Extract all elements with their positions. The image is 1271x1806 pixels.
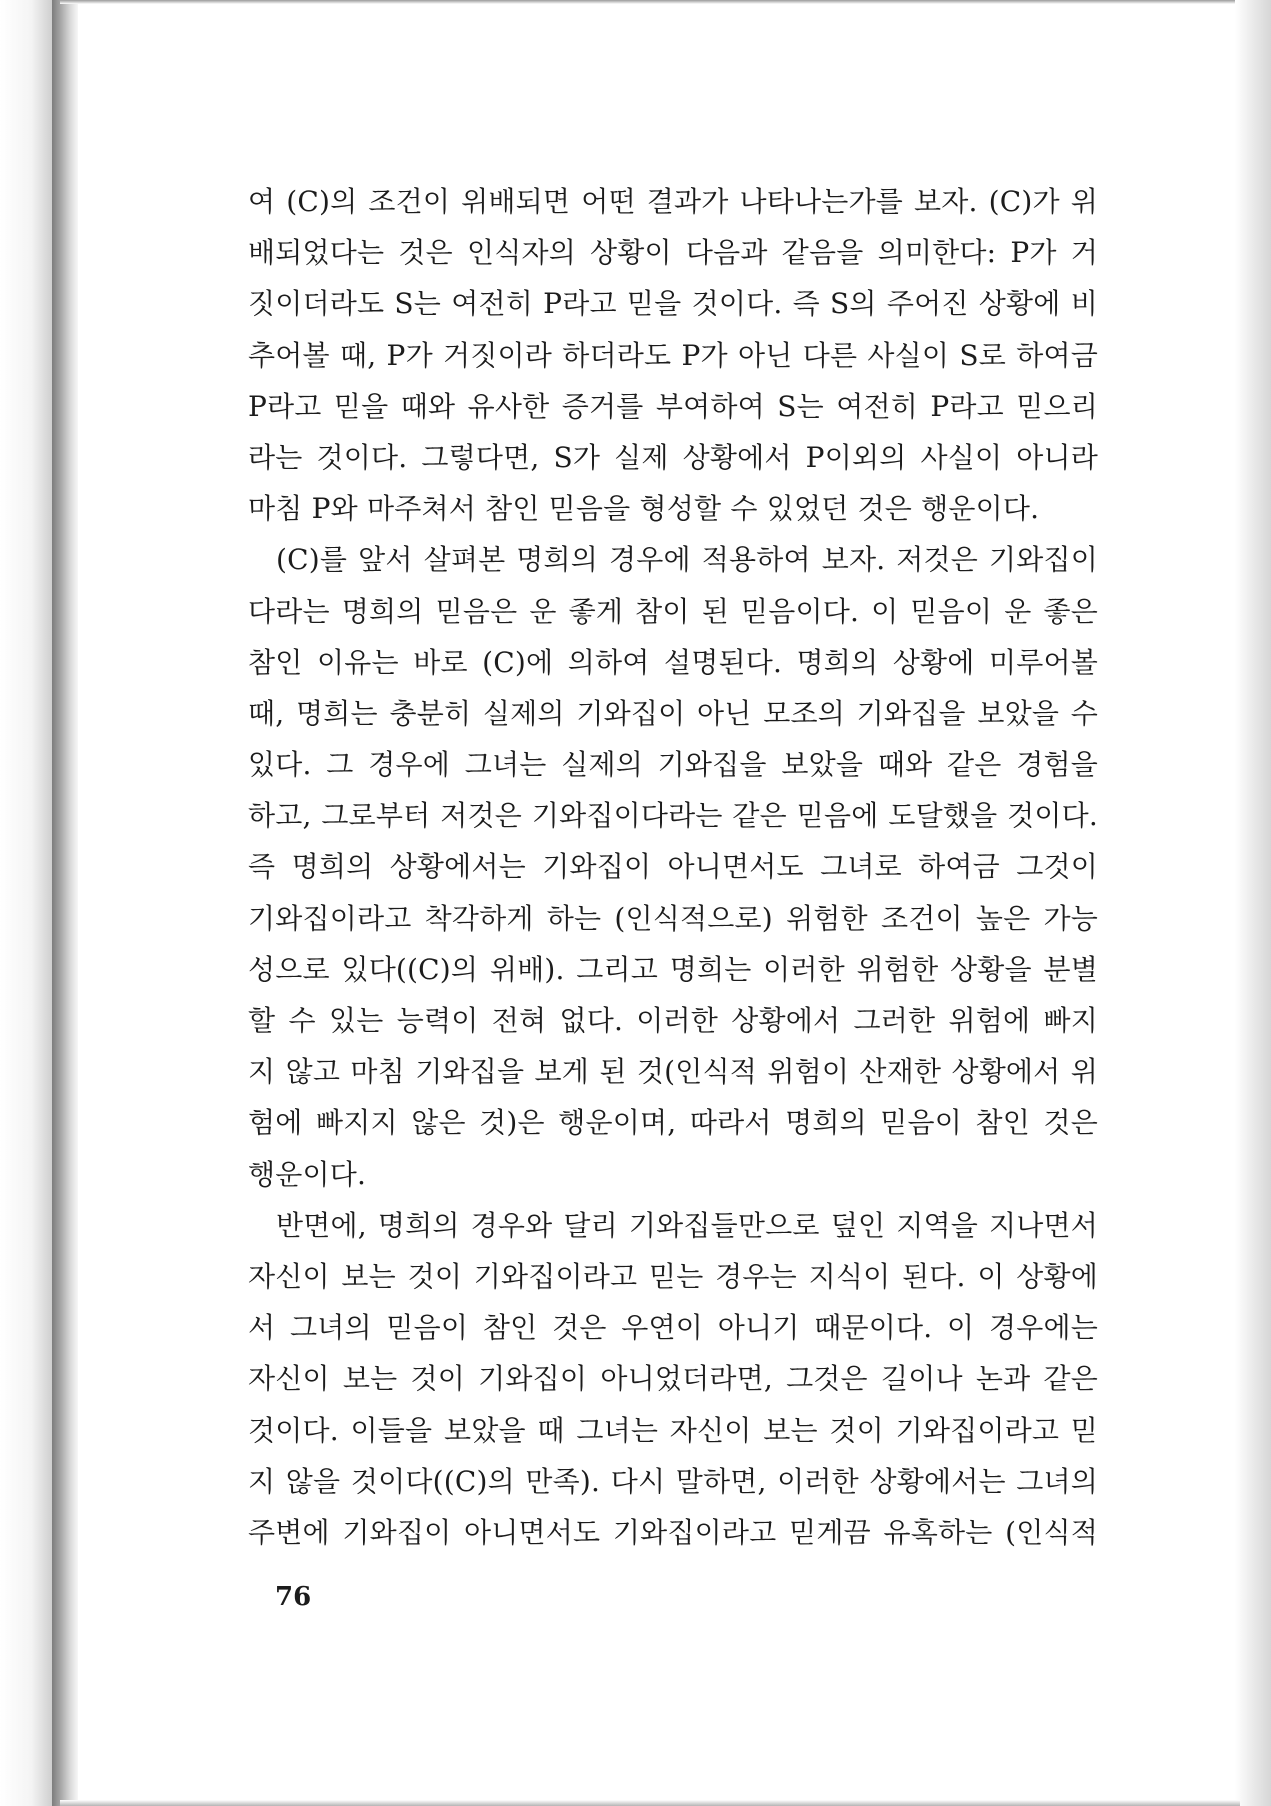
page-number: 76 [275, 1582, 312, 1612]
text-line: 라는 것이다. 그렇다면, S가 실제 상황에서 P이외의 사실이 아니라 [248, 440, 1098, 474]
page-edge-outer [0, 0, 52, 1806]
text-line: 하고, 그로부터 저것은 기와집이다라는 같은 믿음에 도달했을 것이다. [248, 799, 1098, 833]
text-line: 때, 명희는 충분히 실제의 기와집이 아닌 모조의 기와집을 보았을 수 [248, 696, 1098, 730]
text-line: 추어볼 때, P가 거짓이라 하더라도 P가 아닌 다른 사실이 S로 하여금 [248, 338, 1098, 372]
paragraph-2 [248, 534, 1098, 1199]
text-line: 마침 P와 마주쳐서 참인 믿음을 형성할 수 있었던 것은 행운이다. [248, 492, 1040, 526]
text-line: 자신이 보는 것이 기와집이라고 믿는 경우는 지식이 된다. 이 상황에 [248, 1259, 1098, 1293]
text-line: 참인 이유는 바로 (C)에 의하여 설명된다. 명희의 상황에 미루어볼 [248, 645, 1098, 679]
text-line: 할 수 있는 능력이 전혀 없다. 이러한 상황에서 그러한 위험에 빠지 [248, 1004, 1098, 1037]
text-line: 주변에 기와집이 아니면서도 기와집이라고 믿게끔 유혹하는 (인식적 [248, 1515, 1098, 1549]
text-line: 다라는 명희의 믿음은 운 좋게 참이 된 믿음이다. 이 믿음이 운 좋은 [248, 594, 1098, 628]
body-text [248, 176, 1098, 1558]
text-line: 배되었다는 것은 인식자의 상황이 다음과 같음을 의미한다: P가 거 [248, 236, 1098, 270]
text-line: P라고 믿을 때와 유사한 증거를 부여하여 S는 여전히 P라고 믿으리 [248, 389, 1098, 423]
text-line: 여 (C)의 조건이 위배되면 어떤 결과가 나타나는가를 보자. (C)가 위 [248, 185, 1098, 218]
paragraph-3 [248, 1200, 1098, 1558]
text-line: 성으로 있다((C)의 위배). 그리고 명희는 이러한 위험한 상황을 분별 [248, 952, 1098, 986]
text-line: 있다. 그 경우에 그녀는 실제의 기와집을 보았을 때와 같은 경험을 [248, 748, 1098, 782]
page-top-edge [60, 0, 1240, 4]
text-line: 지 않고 마침 기와집을 보게 된 것(인식적 위험이 산재한 상황에서 위 [248, 1055, 1098, 1089]
text-line: 것이다. 이들을 보았을 때 그녀는 자신이 보는 것이 기와집이라고 믿 [248, 1413, 1098, 1447]
text-line: 행운이다. [248, 1157, 367, 1191]
text-line: 짓이더라도 S는 여전히 P라고 믿을 것이다. 즉 S의 주어진 상황에 비 [248, 287, 1098, 321]
paragraph-1 [248, 176, 1098, 534]
text-line: 험에 빠지지 않은 것)은 행운이며, 따라서 명희의 믿음이 참인 것은 [248, 1106, 1098, 1140]
text-line: 기와집이라고 착각하게 하는 (인식적으로) 위험한 조건이 높은 가능 [248, 901, 1098, 935]
page-gutter-shadow [52, 0, 78, 1806]
text-line: 자신이 보는 것이 기와집이 아니었더라면, 그것은 길이나 논과 같은 [248, 1362, 1098, 1396]
text-line: 서 그녀의 믿음이 참인 것은 우연이 아니기 때문이다. 이 경우에는 [248, 1311, 1098, 1345]
page-right-edge [1235, 0, 1271, 1806]
text-line: (C)를 앞서 살펴본 명희의 경우에 적용하여 보자. 저것은 기와집이 [276, 543, 1098, 577]
text-line: 즉 명희의 상황에서는 기와집이 아니면서도 그녀로 하여금 그것이 [248, 850, 1098, 884]
text-line: 지 않을 것이다((C)의 만족). 다시 말하면, 이러한 상황에서는 그녀의 [248, 1464, 1098, 1498]
text-line: 반면에, 명희의 경우와 달리 기와집들만으로 덮인 지역을 지나면서 [276, 1208, 1098, 1242]
page-bottom-edge [60, 1800, 1240, 1806]
